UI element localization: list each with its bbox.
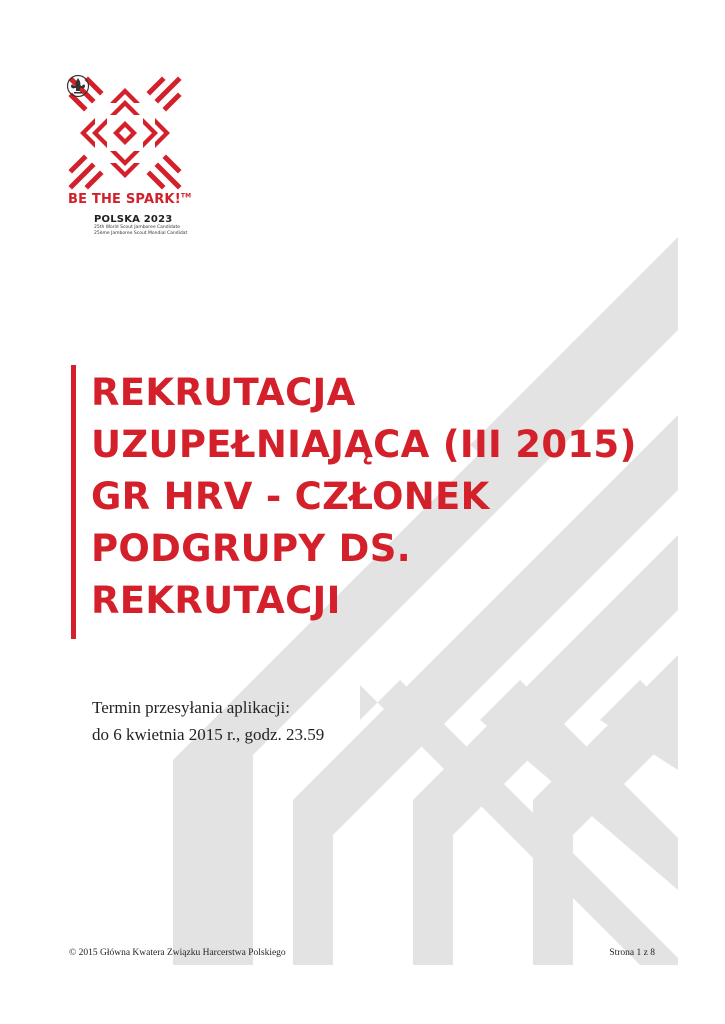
scout-fleur-de-lis-icon [66,74,90,98]
logo-event-name: POLSKA 2023 [94,214,173,225]
title-line: REKRUTACJA [91,371,356,414]
logo-candidate-line-fr: 25ème Jamboree Scout Mondial Candidat [94,231,188,236]
logo-candidate-line-en: 25th World Scout Jamboree Candidate [94,225,181,230]
deadline-block [92,694,324,748]
title-line: PODGRUPY DS. [91,527,411,570]
title-line: UZUPEŁNIAJĄCA (III 2015) [91,423,637,466]
logo-tagline-text: BE THE SPARK! [68,192,181,207]
title-accent-bar [71,365,76,639]
logo-event-block [94,214,187,237]
footer-copyright: © 2015 Główna Kwatera Związku Harcerstwa Polskiego [69,948,286,958]
title-line: REKRUTACJI [91,579,341,622]
logo-tagline [68,192,191,207]
title-line: GR HRV - CZŁONEK [91,475,490,518]
document-title [91,367,651,627]
deadline-label: Termin przesyłania aplikacji: [92,698,291,717]
footer-page-number: Strona 1 z 8 [609,948,655,958]
trademark-mark: TM [180,192,192,200]
deadline-value: do 6 kwietnia 2015 r., godz. 23.59 [92,725,325,744]
be-the-spark-logo [66,74,216,244]
